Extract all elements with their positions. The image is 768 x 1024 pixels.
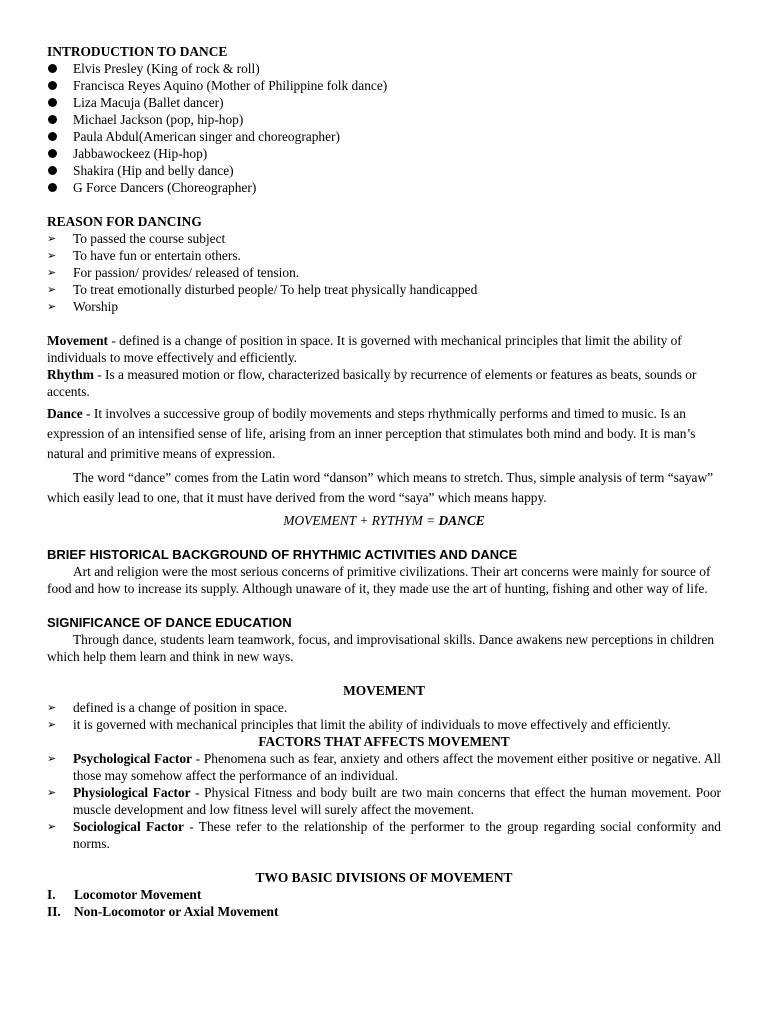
list-item: ➢ To passed the course subject [47,230,721,247]
factor-term: Sociological Factor [73,819,184,834]
dance-formula [47,512,721,529]
list-item: ➢ defined is a change of position in space. [47,699,721,716]
significance-heading: SIGNIFICANCE OF DANCE EDUCATION [47,615,292,630]
movement-text: - defined is a change of position in space. It is governed with mechanical principles that limit the ability of individuals to move effectively and efficiently. [47,333,682,365]
list-item [47,886,721,903]
list-item: Francisca Reyes Aquino (Mother of Philippine folk dance) [47,77,721,94]
intro-list [47,60,721,196]
list-item: ➢ For passion/ provides/ released of tension. [47,264,721,281]
division-label: Non-Locomotor or Axial Movement [74,904,279,919]
history-text: Art and religion were the most serious concerns of primitive civilizations. Their art concerns were mainly for source of food and how to increase its supply. Although unaware of it, they made use the art of hunting, fishing and other way of life. [47,564,711,596]
list-item: ➢ it is governed with mechanical principles that limit the ability of individuals to move effectively and efficiently. [47,716,721,733]
reasons-list [47,230,721,315]
factor-term: Physiological Factor [73,785,191,800]
factors-heading: FACTORS THAT AFFECTS MOVEMENT [258,734,510,749]
factor-text: - Physical Fitness and body built are two main concerns that effect the human movement. Poor muscle development and low fitness level will surely affect the movement. [73,785,721,817]
reasons-heading: REASON FOR DANCING [47,214,202,229]
list-item: Elvis Presley (King of rock & roll) [47,60,721,77]
factor-term: Psychological Factor [73,751,192,766]
list-item: Shakira (Hip and belly dance) [47,162,721,179]
rhythm-text: - Is a measured motion or flow, characterized basically by recurrence of elements or features as beats, sounds or accents. [47,367,697,399]
movement-heading: MOVEMENT [343,683,425,698]
movement-list [47,699,721,733]
factor-text: - These refer to the relationship of the performer to the group regarding social conformity and norms. [73,819,721,851]
significance-text: Through dance, students learn teamwork, focus, and improvisational skills. Dance awakens new perceptions in children which help them learn and think in new ways. [47,632,715,664]
rhythm-term: Rhythm [47,367,94,382]
intro-heading: INTRODUCTION TO DANCE [47,44,228,59]
rhythm-definition [47,366,721,400]
list-item: Jabbawockeez (Hip-hop) [47,145,721,162]
list-item: Liza Macuja (Ballet dancer) [47,94,721,111]
movement-definition [47,332,721,366]
formula-left: MOVEMENT + RYTHYM = [283,513,439,528]
factors-list [47,750,721,852]
dance-term: Dance [47,406,83,421]
roman-numeral: I. [47,887,56,902]
factor-text: - Phenomena such as fear, anxiety and others affect the movement either positive or negative. All those may somehow affect the performance of an individual. [73,751,721,783]
list-item: G Force Dancers (Choreographer) [47,179,721,196]
divisions-list [47,886,721,920]
list-item: ➢ To treat emotionally disturbed people/ To help treat physically handicapped [47,281,721,298]
list-item: Paula Abdul(American singer and choreographer) [47,128,721,145]
formula-result: DANCE [438,513,485,528]
list-item [47,784,721,818]
roman-numeral: II. [47,904,61,919]
document-page [47,43,721,920]
word-origin-paragraph: The word “dance” comes from the Latin word “danson” which means to stretch. Thus, simple analysis of term “sayaw” which easily lead to one, that it must have derived from the word “saya” which means happy. [47,470,714,505]
list-item [47,750,721,784]
list-item: ➢ To have fun or entertain others. [47,247,721,264]
dance-definition [47,404,721,464]
history-heading: BRIEF HISTORICAL BACKGROUND OF RHYTHMIC ACTIVITIES AND DANCE [47,547,518,562]
list-item: ➢ Worship [47,298,721,315]
list-item: Michael Jackson (pop, hip-hop) [47,111,721,128]
list-item [47,903,721,920]
movement-term: Movement [47,333,108,348]
division-label: Locomotor Movement [74,887,202,902]
dance-text: - It involves a successive group of bodily movements and steps rhythmically performs and timed to music. Is an expression of an intensified sense of life, arising from an inner perception that stimulates both mind and body. It is man’s natural and primitive means of expression. [47,406,696,461]
divisions-heading: TWO BASIC DIVISIONS OF MOVEMENT [255,870,513,885]
list-item [47,818,721,852]
